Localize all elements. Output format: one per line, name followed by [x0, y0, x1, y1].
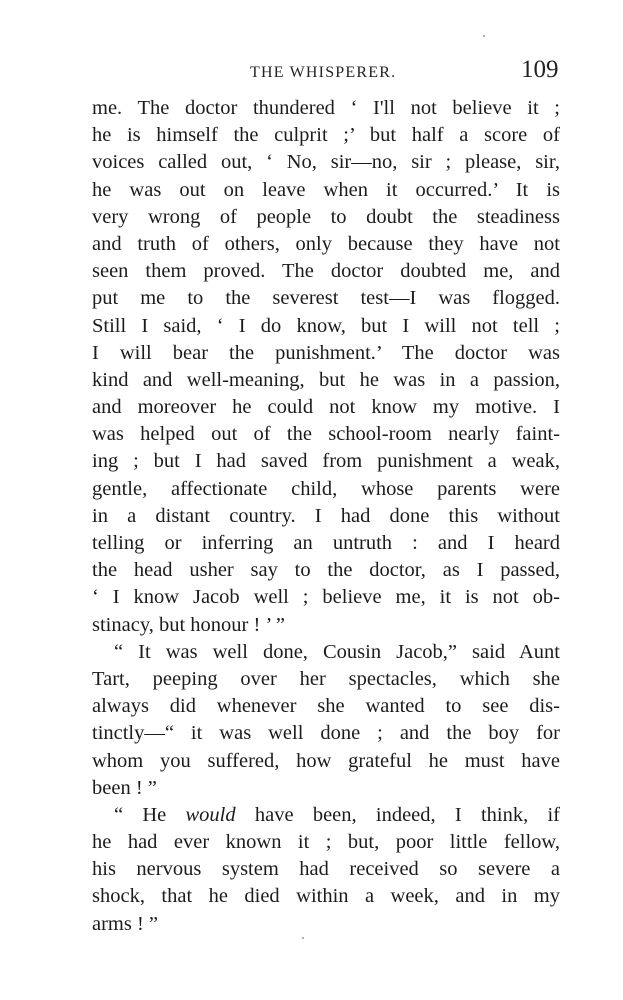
text-line: been ! ”	[92, 776, 157, 799]
text-line: and moreover he could not know my motive. I	[92, 396, 560, 419]
text-line: seen them proved. The doctor doubted me, and	[92, 260, 560, 283]
text-line: he was out on leave when it occurred.’ It is	[92, 178, 560, 201]
text-line: me. The doctor thundered ‘ I'll not believe it ;	[92, 97, 560, 119]
text-line: ing ; but I had saved from punishment a weak,	[92, 450, 560, 473]
line-suffix	[236, 804, 255, 826]
text-line: very wrong of people to doubt the steadiness	[92, 205, 560, 228]
text-line: kind and well-meaning, but he was in a passion,	[92, 368, 560, 391]
text-line: stinacy, but honour ! ’ ”	[92, 613, 285, 636]
text-line: tinctly—“ it was well done ; and the boy for	[92, 722, 560, 745]
text-line: telling or inferring an untruth : and I heard	[92, 532, 560, 554]
text-line: was helped out of the school-room nearly faint-	[92, 423, 560, 446]
text-line: “ It was well done, Cousin Jacob,” said Aunt	[114, 640, 560, 663]
text-line: put me to the severest test—I was flogged.	[92, 287, 560, 310]
text-line: his nervous system had received so severe a	[92, 858, 560, 881]
page-number: 109	[521, 56, 559, 83]
text-line: arms ! ”	[92, 912, 159, 935]
text-line: whom you suffered, how grateful he must have	[92, 749, 560, 772]
emphasized-word: would	[185, 803, 236, 826]
text-line: I will bear the punishment.’ The doctor was	[92, 341, 560, 364]
running-title: THE WHISPERER.	[250, 64, 397, 81]
text-line: always did whenever she wanted to see dis-	[92, 695, 560, 718]
text-line: voices called out, ‘ No, sir—no, sir ; please, sir,	[92, 151, 560, 174]
text-line: in a distant country. I had done this without	[92, 504, 560, 527]
text-line: Tart, peeping over her spectacles, which she	[92, 667, 560, 690]
paper-speck	[483, 35, 485, 37]
text-line: the head usher say to the doctor, as I passed,	[92, 559, 560, 582]
line-prefix: “ He	[114, 803, 186, 826]
text-line-with-emphasis	[92, 802, 560, 829]
line-rest: have been, indeed, I think, if	[254, 803, 560, 826]
text-line: he had ever known it ; but, poor little fellow,	[92, 831, 560, 854]
text-line: ‘ I know Jacob well ; believe me, it is not ob-	[92, 586, 560, 609]
body-text	[92, 95, 560, 938]
text-line: and truth of others, only because they have not	[92, 232, 560, 255]
text-line: gentle, affectionate child, whose parents were	[92, 477, 560, 500]
paper-speck	[302, 937, 304, 939]
text-line: Still I said, ‘ I do know, but I will not tell ;	[92, 314, 560, 337]
text-line: he is himself the culprit ;’ but half a score of	[92, 124, 560, 147]
text-line: shock, that he died within a week, and in my	[92, 885, 560, 908]
